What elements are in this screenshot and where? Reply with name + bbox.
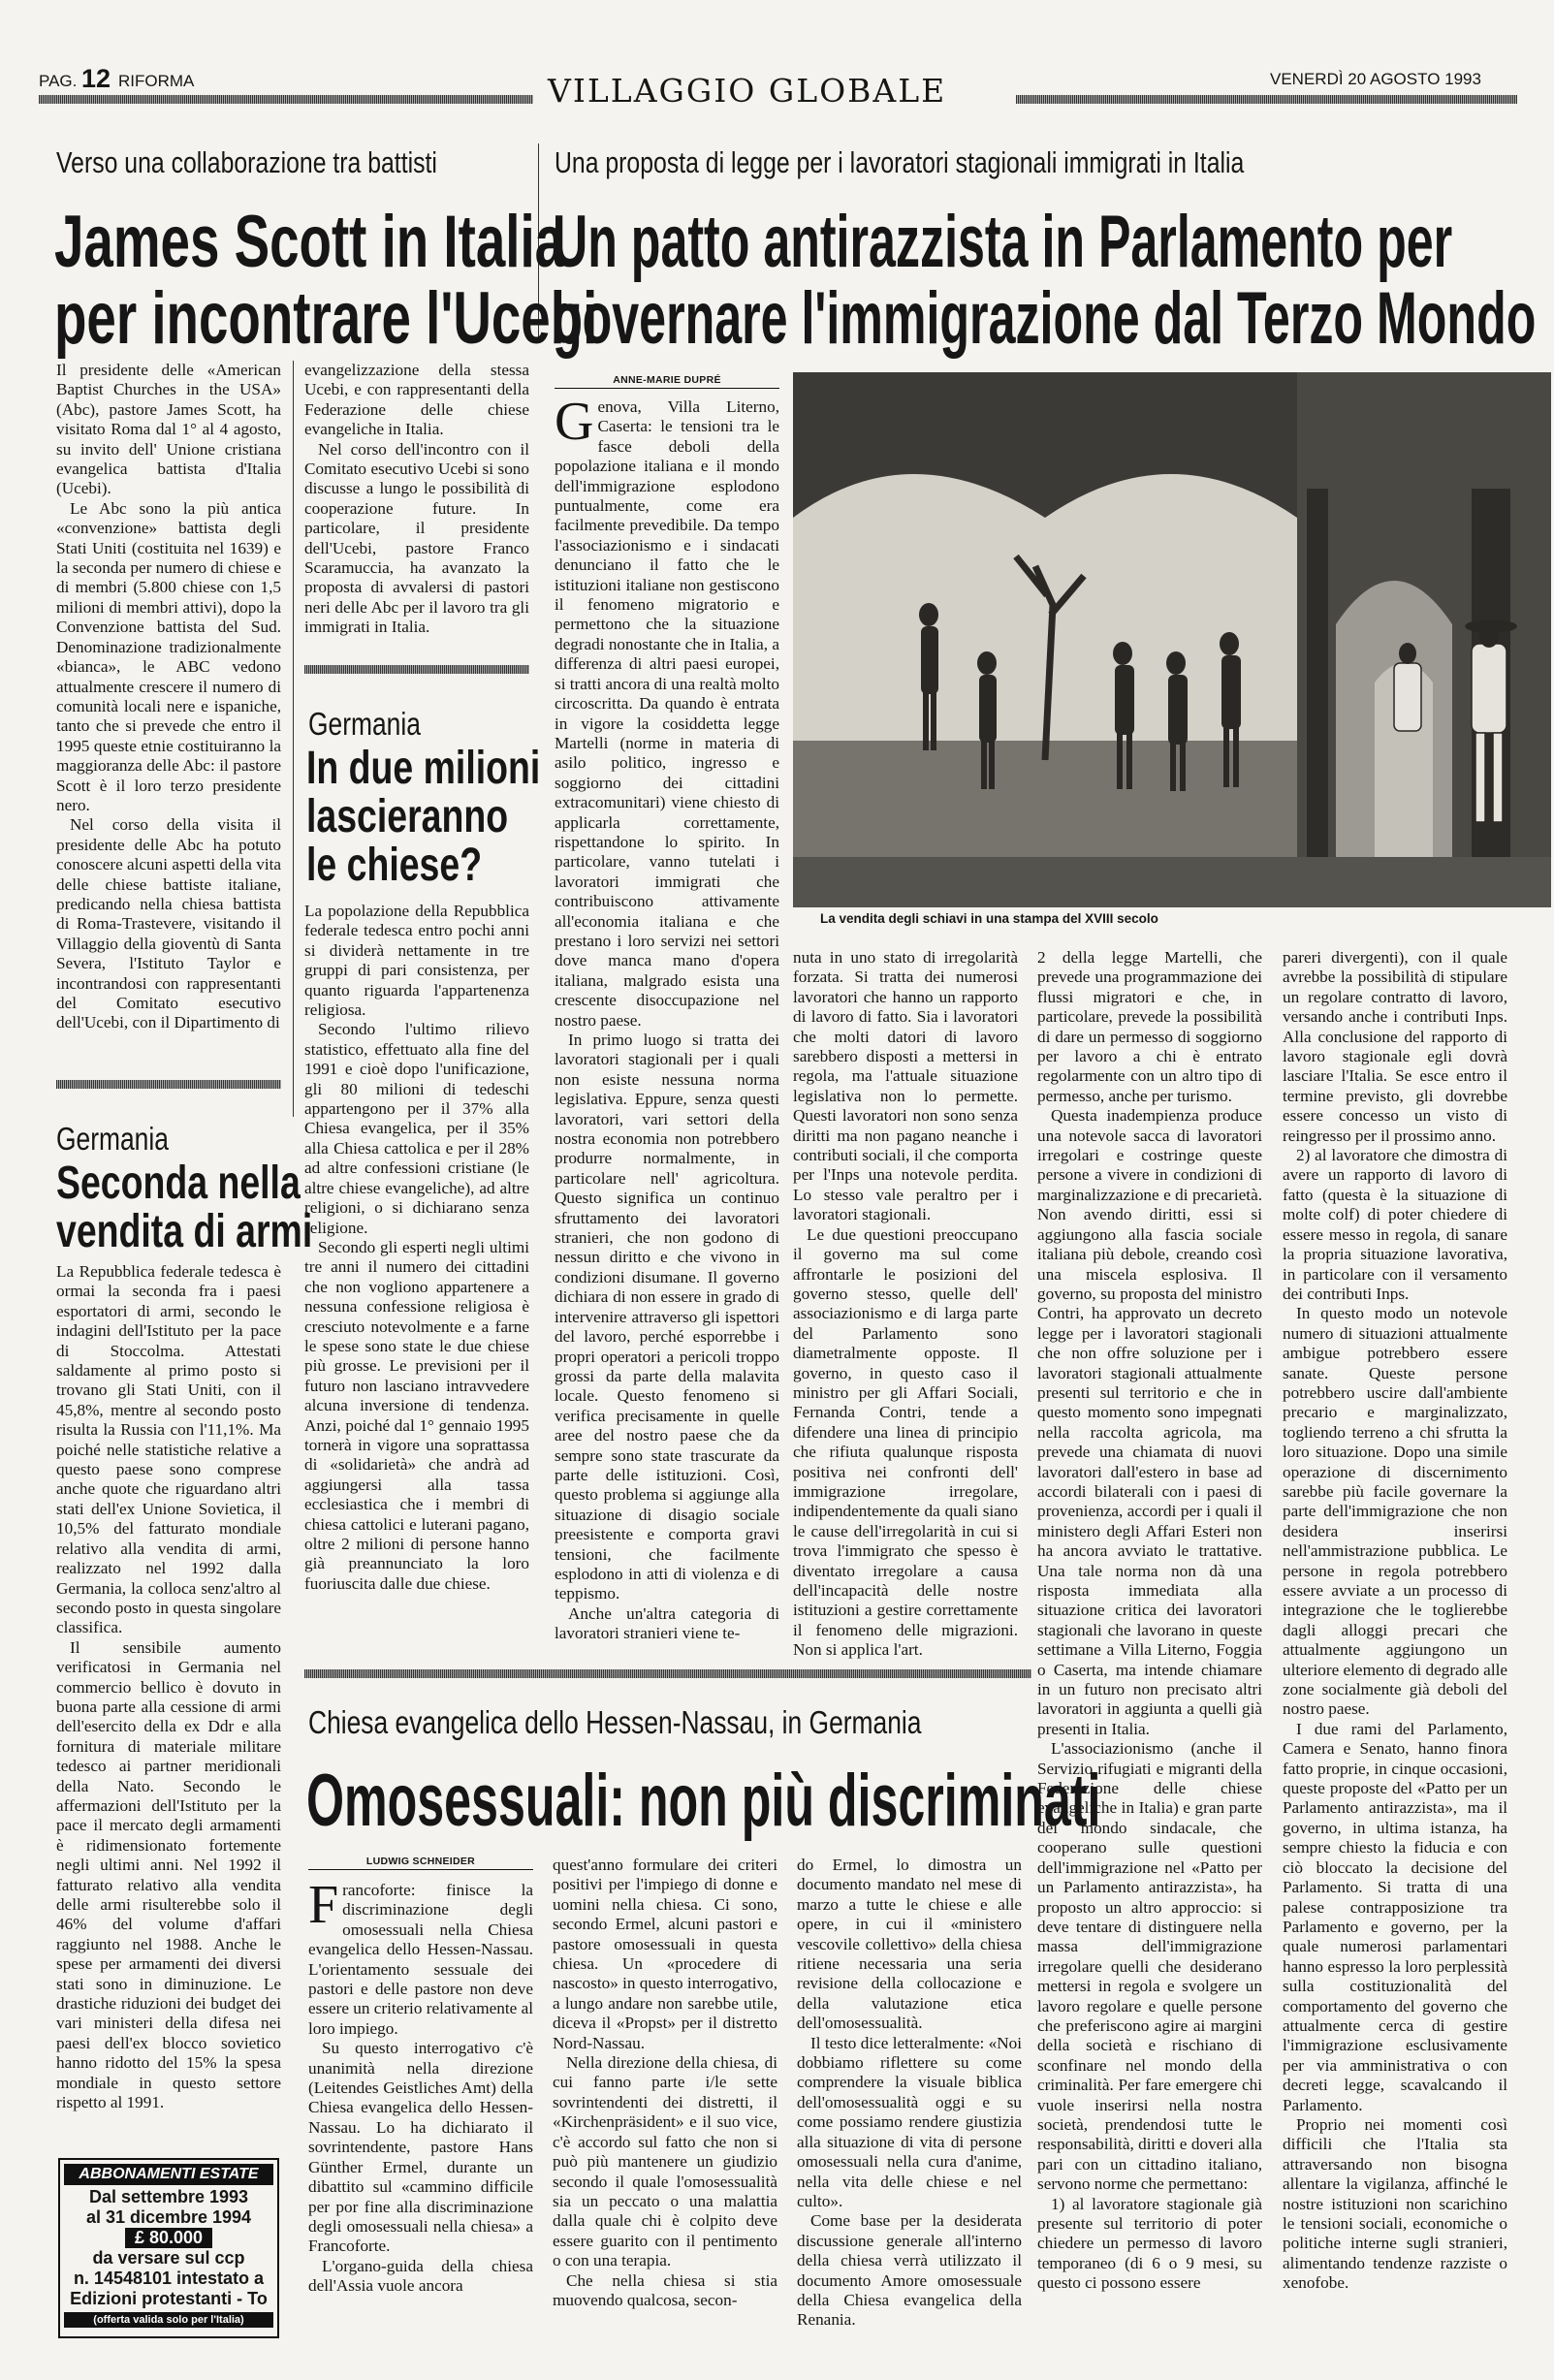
- patto-column-3: 2 della legge Martelli, che prevede una programmazione dei flussi migratori e che, in particolare, prevede la possibilità di dare un permesso di soggiorno per lavoro a chi è entrato regolarmente con un altro tipo di permesso, anche per turismo. Questa inadempienza produce una notevole sacca di lavoratori irregolari e costringe queste persone a vivere in condizioni di marginalizzazione e di precarietà. Non avendo diritti, essi si aggiungono alla fascia sociale italiana più debole, creando così una miscela esplosiva. Il governo, su proposta del ministro Contri, ha approvato un decreto legge per i lavoratori stagionali che non offre soluzione per i lavoratori stagionali attualmente presenti sul territorio e che in questo momento sono impegnati nella raccolta agricola, ma prevede una chiamata di nuovi lavoratori dall'estero in base ad accordi bilaterali con i paesi di provenienza, accordi per i quali il ministero degli Affari Esteri non ha ancora avviato le trattative. Una tale norma non dà una risposta immediata alla situazione critica dei lavoratori stagionali che lavorano in queste settimane a Villa Literno, Foggia o Caserta, ma intende chiamare in un futuro non precisato altri lavoratori in aggiunta a quelli già presenti in Italia. L'associazionismo (anche il Servizio rifugiati e migranti della Federazione delle chiese evangeliche in Italia) e gran parte del mondo sindacale, che cooperano sulle questioni dell'immigrazione nel «Patto per un Parlamento antirazzista», ha proposto un altro approccio: si deve tentare di distinguere nella massa dell'immigrazione irregolare quelli che desiderano mettersi in regola e svolgere un lavoro regolare e quelle persone che preferiscono agire ai margini della società e rischiano di sconfinare nel mondo della criminalità. Per fare emergere chi vuole inserirsi nella nostra società, prendendosi tutte le responsabilità, diritti e doveri alla pari con un cittadino italiano, servono norme che permettano: 1) al lavoratore stagionale già presente sul territorio di poter chiedere un permesso di lavoro temporaneo (di 6 o 9 mesi, su questo ci possono essere: [1037, 948, 1262, 2293]
- patto-dropcap: G: [555, 392, 594, 452]
- armi-headline-line-2: vendita di armi: [56, 1205, 313, 1257]
- chiese-headline-line-3: le chiese?: [306, 839, 483, 891]
- patto-headline-line-1: Un patto antirazzista in Parlamento per: [553, 201, 1453, 283]
- chiese-kicker: Germania: [308, 706, 421, 742]
- illustration-caption: La vendita degli schiavi in una stampa del XVIII secolo: [820, 911, 1158, 926]
- armi-kicker: Germania: [56, 1121, 169, 1157]
- omosessuali-kicker: Chiesa evangelica dello Hessen-Nassau, in Germania: [308, 1704, 922, 1740]
- promo-price: £ 80.000: [125, 2228, 212, 2248]
- chiese-headline: [306, 745, 540, 890]
- masthead-rule-right: [1016, 95, 1517, 104]
- chiese-body: La popolazione della Repubblica federale tedesca entro pochi anni si dividerà nettamente in tre gruppi di pari consistenza, per quanto riguarda l'appartenenza religiosa. Secondo l'ultimo rilievo statistico, effettuato alla fine del 1991 e cioè dopo l'unificazione, gli 80 milioni di tedeschi appartengono per il 37% alla Chiesa evangelica, per il 35% alla Chiesa cattolica e per il 28% ad altre confessioni cristiane (le altre chiese evangeliche), ad altre religioni, o si dichiarano senza religione. Secondo gli esperti negli ultimi tre anni il numero dei cittadini che non vogliono appartenere a nessuna confessione religiosa è cresciuto notevolmente e a farne le spese sono state le due chiese più grosse. Le previsioni per il futuro non lasciano intravvedere alcuna inversione di tendenza. Anzi, poiché dal 1° gennaio 1995 tornerà in vigore una soprattassa di «solidarietà» che andrà ad aggiungersi alla tassa ecclesiastica che i membri di chiesa cattolici e luterani pagano, oltre 2 milioni di persone hanno già preannunciato la loro fuoriuscita dalle due chiese.: [304, 902, 529, 1593]
- armi-headline: [56, 1159, 312, 1256]
- paper-name: RIFORMA: [118, 72, 195, 90]
- column-divider: [293, 361, 294, 1117]
- promo-line-2: al 31 dicembre 1994: [85, 2207, 252, 2227]
- chiese-headline-line-2: lascieranno: [306, 790, 509, 842]
- omosessuali-byline: LUDWIG SCHNEIDER: [308, 1856, 533, 1870]
- section-title: VILLAGGIO GLOBALE: [548, 72, 947, 110]
- omosessuali-dropcap: F: [308, 1875, 339, 1935]
- omosessuali-column-2: quest'anno formulare dei criteri positivi per l'impiego di donne e uomini nella chiesa. Ci sono, secondo Ermel, alcuni pastori e pastore omosessuali in questa chiesa. Un «procedere di nascosto» in questo interrogativo, a lungo andare non sarebbe utile, diceva il «Propst» per il distretto Nord-Nassau. Nella direzione della chiesa, di cui fanno parte i/le sette sovrintendenti dei distretti, il «Kirchenpräsident» e il suo vice, c'è accordo sul fatto che non si può più mantenere un giudizio secondo il quale l'omosessualità sia un peccato o una malattia dalla quale chi è colpito deve essere guarito con il pentimento o con una terapia. Che nella chiesa si stia muovendo qualcosa, secon-: [553, 1856, 777, 2309]
- promo-note: (offerta valida solo per l'Italia): [64, 2312, 273, 2328]
- page-label: PAG.: [39, 72, 78, 90]
- issue-date: VENERDÌ 20 AGOSTO 1993: [1270, 70, 1481, 88]
- patto-column-1: Genova, Villa Literno, Caserta: le tensioni tra le fasce deboli della popolazione italiana e il mondo dell'immigrazione esplodono puntualmente, come era facilmente prevedibile. Da tempo l'associazionismo e i sindacati denunciano il fatto che le istituzioni italiane non gestiscono il fenomeno migratorio e permettono che la situazione degradi nonostante che in Italia, a differenza di altri paesi europei, si tratti ancora di una realtà molto circoscritta. Da quando è entrata in vigore la cosiddetta legge Martelli (norme in materia di asilo politico, ingresso e soggiorno dei cittadini extracomunitari) viene chiesto di applicarla correttamente, rispettandone lo spirito. In particolare, vanno tutelati i lavoratori immigrati che contribuiscono attivamente all'economia italiana e che prestano i loro servizi nei settori dove manca mano d'opera italiana, malgrado esista una crescente disoccupazione nel nostro paese. In primo luogo si tratta dei lavoratori stagionali per i quali non esiste nessuna norma legislativa. Eppure, senza questi lavoratori, vari settori della nostra economia non potrebbero produrre normalmente, in particolare nell' agricoltura. Questo significa un continuo sfruttamento dei lavoratori stranieri, che non godono di nessun diritto e che vivono in condizioni disumane. Il governo dichiara di non essere in grado di intervenire attraverso gli ispettori del lavoro, perché esporrebbe i propri operatori a pericoli troppo grossi da parte della malavita locale. Questo fenomeno si verifica precisamente in quelle aree del nostro paese che da sempre sono state trascurate da parte delle istituzioni. Così, questo problema si aggiunge alla situazione di disagio sociale preesistente e comporta gravi tensioni, che facilmente esplodono in atti di violenza e di teppismo. Anche un'altra categoria di lavoratori stranieri viene te-: [555, 392, 779, 1643]
- promo-line-3: da versare sul ccp: [92, 2248, 245, 2268]
- patto-kicker: Una proposta di legge per i lavoratori stagionali immigrati in Italia: [555, 145, 1245, 179]
- scott-column-1: Il presidente delle «American Baptist Churches in the USA» (Abc), pastore James Scott, ha visitato Roma dal 1° al 4 agosto, su invito dell' Unione cristiana evangelica battista d'Italia (Ucebi). Le Abc sono la più antica «convenzione» battista degli Stati Uniti (costituita nel 1639) e la seconda per numero di chiese e di membri (5.800 chiese con 1,5 milioni di membri attivi), dopo la Convenzione battista del Sud. Denominazione tradizionalmente «bianca», le ABC vedono attualmente crescere il numero di comunità locali nere e ispaniche, tanto che si prevede che entro il 1995 queste etnie costituiranno la maggioranza delle Abc: il pastore Scott è il loro terzo presidente nero. Nel corso della visita il presidente delle Abc ha potuto conoscere alcuni aspetti della vita delle chiese battiste italiane, predicando nella chiesa battista di Roma-Trastevere, visitando il Villaggio della gioventù di Santa Severa, l'Istituto Taylor e incontrandosi con rappresentanti del Comitato esecutivo dell'Ucebi, con il Dipartimento di: [56, 361, 281, 1032]
- patto-column-2: nuta in uno stato di irregolarità forzata. Si tratta dei numerosi lavoratori che hanno un rapporto di lavoro di fatto. Sia i lavoratori che molti datori di lavoro sarebbero disposti a mettersi in regola, ma l'attuale situazione legislativa non lo permette. Questi lavoratori non sono senza diritti ma non pagano neanche i contributi sociali, il che comporta per l'Inps una notevole perdita. Lo stesso vale peraltro per i lavoratori stagionali. Le due questioni preoccupano il governo ma sul come affrontarle le posizioni del governo stesso, quelle dell' associazionismo e di larga parte del Parlamento sono diametralmente opposte. Il governo, in questo caso il ministro per gli Affari Sociali, Fernanda Contri, tende a difendere una linea di principio che rifiuta qualunque risposta positiva nei confronti dell' immigrazione irregolare, indipendentemente da quali siano le cause dell'irregolarità in cui si trova l'immigrato che spesso è diventato irregolare a causa dell'incapacità delle nostre istituzioni a gestire correttamente il fenomeno delle migrazioni. Non si applica l'art.: [793, 948, 1018, 1660]
- omosessuali-headline: Omosessuali: non più discriminati: [306, 1760, 1101, 1842]
- section-separator: [56, 1080, 281, 1089]
- scott-headline: [54, 201, 598, 361]
- armi-headline-line-1: Seconda nella: [56, 1158, 301, 1209]
- patto-headline-line-2: governare l'immigrazione dal Terzo Mondo: [553, 277, 1537, 361]
- patto-byline: ANNE-MARIE DUPRÉ: [555, 374, 779, 389]
- page-number: 12: [81, 64, 111, 93]
- patto-column-4: pareri divergenti), con il quale avrebbe la possibilità di stipulare un regolare contratto di lavoro, versando anche i contributi Inps. Alla conclusione del rapporto di lavoro stagionale egli dovrà lasciare l'Italia. Se esce entro il termine previsto, gli dovrebbe essere concesso un visto di reingresso per il prossimo anno. 2) al lavoratore che dimostra di avere un rapporto di lavoro di fatto (questa è la situazione di molte colf) di poter chiedere di essere messo in regola, di sanare la propria situazione lavorativa, in particolare con il versamento dei contributi Inps. In questo modo un notevole numero di situazioni attualmente ambigue potrebbero essere sanate. Queste persone potrebbero uscire dall'ambiente precario e marginalizzato, togliendo terreno a chi sfrutta la loro situazione. Dopo una simile operazione di discernimento sarebbe più facile governare la parte dell'immigrazione che non desidera inserirsi nell'ammistrazione pubblica. Le persone in regola potrebbero essere avviate a un processo di integrazione che le toglierebbe dagli alloggi precari che attualmente aggiungono un ulteriore elemento di degrado alle zone socialmente già deboli del nostro paese. I due rami del Parlamento, Camera e Senato, hanno finora fatto proprie, in cinque occasioni, queste proposte del «Patto per un Parlamento antirazzista», ma il governo, in ultima istanza, ha sempre chiesto la fiducia e con ciò bloccato la decisione del Parlamento. Si tratta di una palese contrapposizione tra Parlamento e governo, per la quale numerosi parlamentari hanno espresso la loro perplessità sulla costituzionalità del comportamento del governo che attualmente cerca di gestire l'immigrazione esclusivamente per via amministrativa o con decreti legge, scavalcando il Parlamento. Proprio nei momenti così difficili che l'Italia sta attraversando non bisogna allentare la vigilanza, affinché le nostre istituzioni non scarichino le tensioni sociali, economiche o politiche interne sugli stranieri, alimentando tendenze razziste o xenofobe.: [1283, 948, 1507, 2293]
- omosessuali-column-3: do Ermel, lo dimostra un documento mandato nel mese di marzo a tutte le chiese e alle opere, in cui il «ministero vescovile collettivo» della chiesa ritiene necessaria una seria revisione della collocazione e della valutazione etica dell'omosessualità. Il testo dice letteralmente: «Noi dobbiamo riflettere su come comprendere la visuale biblica dell'omosessualità oggi e su come possiamo rendere giustizia alla situazione di vita di persone omosessuali nella cura d'anime, nella vita delle chiese e nel culto». Come base per la desiderata discussione generale all'interno della chiesa verrà utilizzato il documento Amore omosessuale della Chiesa evangelica della Renania.: [797, 1856, 1022, 2330]
- scott-kicker: Verso una collaborazione tra battisti: [56, 145, 437, 179]
- armi-body: La Repubblica federale tedesca è ormai la seconda fra i paesi esportatori di armi, secondo le indagini dell'Istituto per la pace di Stoccolma. Attestati saldamente al primo posto si trovano gli Stati Uniti, con il 45,8%, mentre al secondo posto risulta la Russia con l'11,1%. Ma poiché nelle statistiche relative a questo paese sono comprese anche quote che riguardano altri stati dell'ex Unione Sovietica, il 10,5% del fatturato mondiale relativo alla vendita di armi, realizzato nel 1992 dalla Germania, la colloca senz'altro al secondo posto in questa singolare classifica. Il sensibile aumento verificatosi in Germania nel commercio bellico è dovuto in buona parte alla cessione di armi dell'esercito della ex Ddr e alla fornitura di materiale militare tedesco ai partner meridionali della Nato. Secondo le affermazioni dell'Istituto per la pace il mercato degli armamenti è ridimensionato fortemente negli ultimi anni. Nel 1992 il fatturato relativo alla vendita delle armi risulterebbe solo il 46% del volume d'affari raggiunto nel 1988. Anche le spese per armamenti dei diversi stati sono in diminuzione. Le drastiche riduzioni dei budget dei vari ministeri della difesa nei paesi dell'ex blocco sovietico hanno ridotto del 15% la spesa mondiale in questo settore rispetto al 1991.: [56, 1262, 281, 2112]
- slave-market-illustration: [793, 372, 1551, 907]
- scott-column-2: evangelizzazione della stessa Ucebi, e con rappresentanti della Federazione delle chiese evangeliche in Italia. Nel corso dell'incontro con il Comitato esecutivo Ucebi si sono discusse a lungo le possibilità di cooperazione future. In particolare, il presidente dell'Ucebi, pastore Franco Scaramuccia, ha avanzato la proposta di avvalersi di pastori neri delle Abc per il lavoro tra gli immigrati in Italia.: [304, 361, 529, 637]
- masthead-rule-left: [39, 95, 533, 104]
- subscription-box: [58, 2158, 279, 2338]
- patto-headline: [553, 201, 1537, 361]
- chiese-headline-line-1: In due milioni: [306, 743, 541, 794]
- promo-title: ABBONAMENTI ESTATE: [64, 2164, 273, 2185]
- omosessuali-top-rule: [304, 1669, 1031, 1678]
- section-separator: [304, 665, 529, 674]
- promo-line-5: Edizioni protestanti - To: [70, 2289, 268, 2308]
- scott-headline-line-1: James Scott in Italia: [54, 201, 565, 283]
- scott-headline-line-2: per incontrare l'Ucebi: [54, 277, 598, 361]
- omosessuali-column-1: Francoforte: finisce la discriminazione degli omosessuali nella Chiesa evangelica dello Hessen-Nassau. L'orientamento sessuale dei pastori e delle pastore non deve essere un criterio relativamente al loro impiego. Su questo interrogativo c'è unanimità nella direzione (Leitendes Geistliches Amt) della Chiesa evangelica dello Hessen-Nassau. Lo ha dichiarato il sovrintendente, pastore Hans Günther Ermel, durante un dibattito sul «cammino difficile per por fine alla discriminazione degli omosessuali nella chiesa» a Francoforte. L'organo-guida della chiesa dell'Assia vuole ancora: [308, 1875, 533, 2296]
- promo-line-4: n. 14548101 intestato a: [73, 2269, 265, 2288]
- promo-line-1: Dal settembre 1993: [88, 2187, 249, 2206]
- masthead: [39, 58, 1517, 110]
